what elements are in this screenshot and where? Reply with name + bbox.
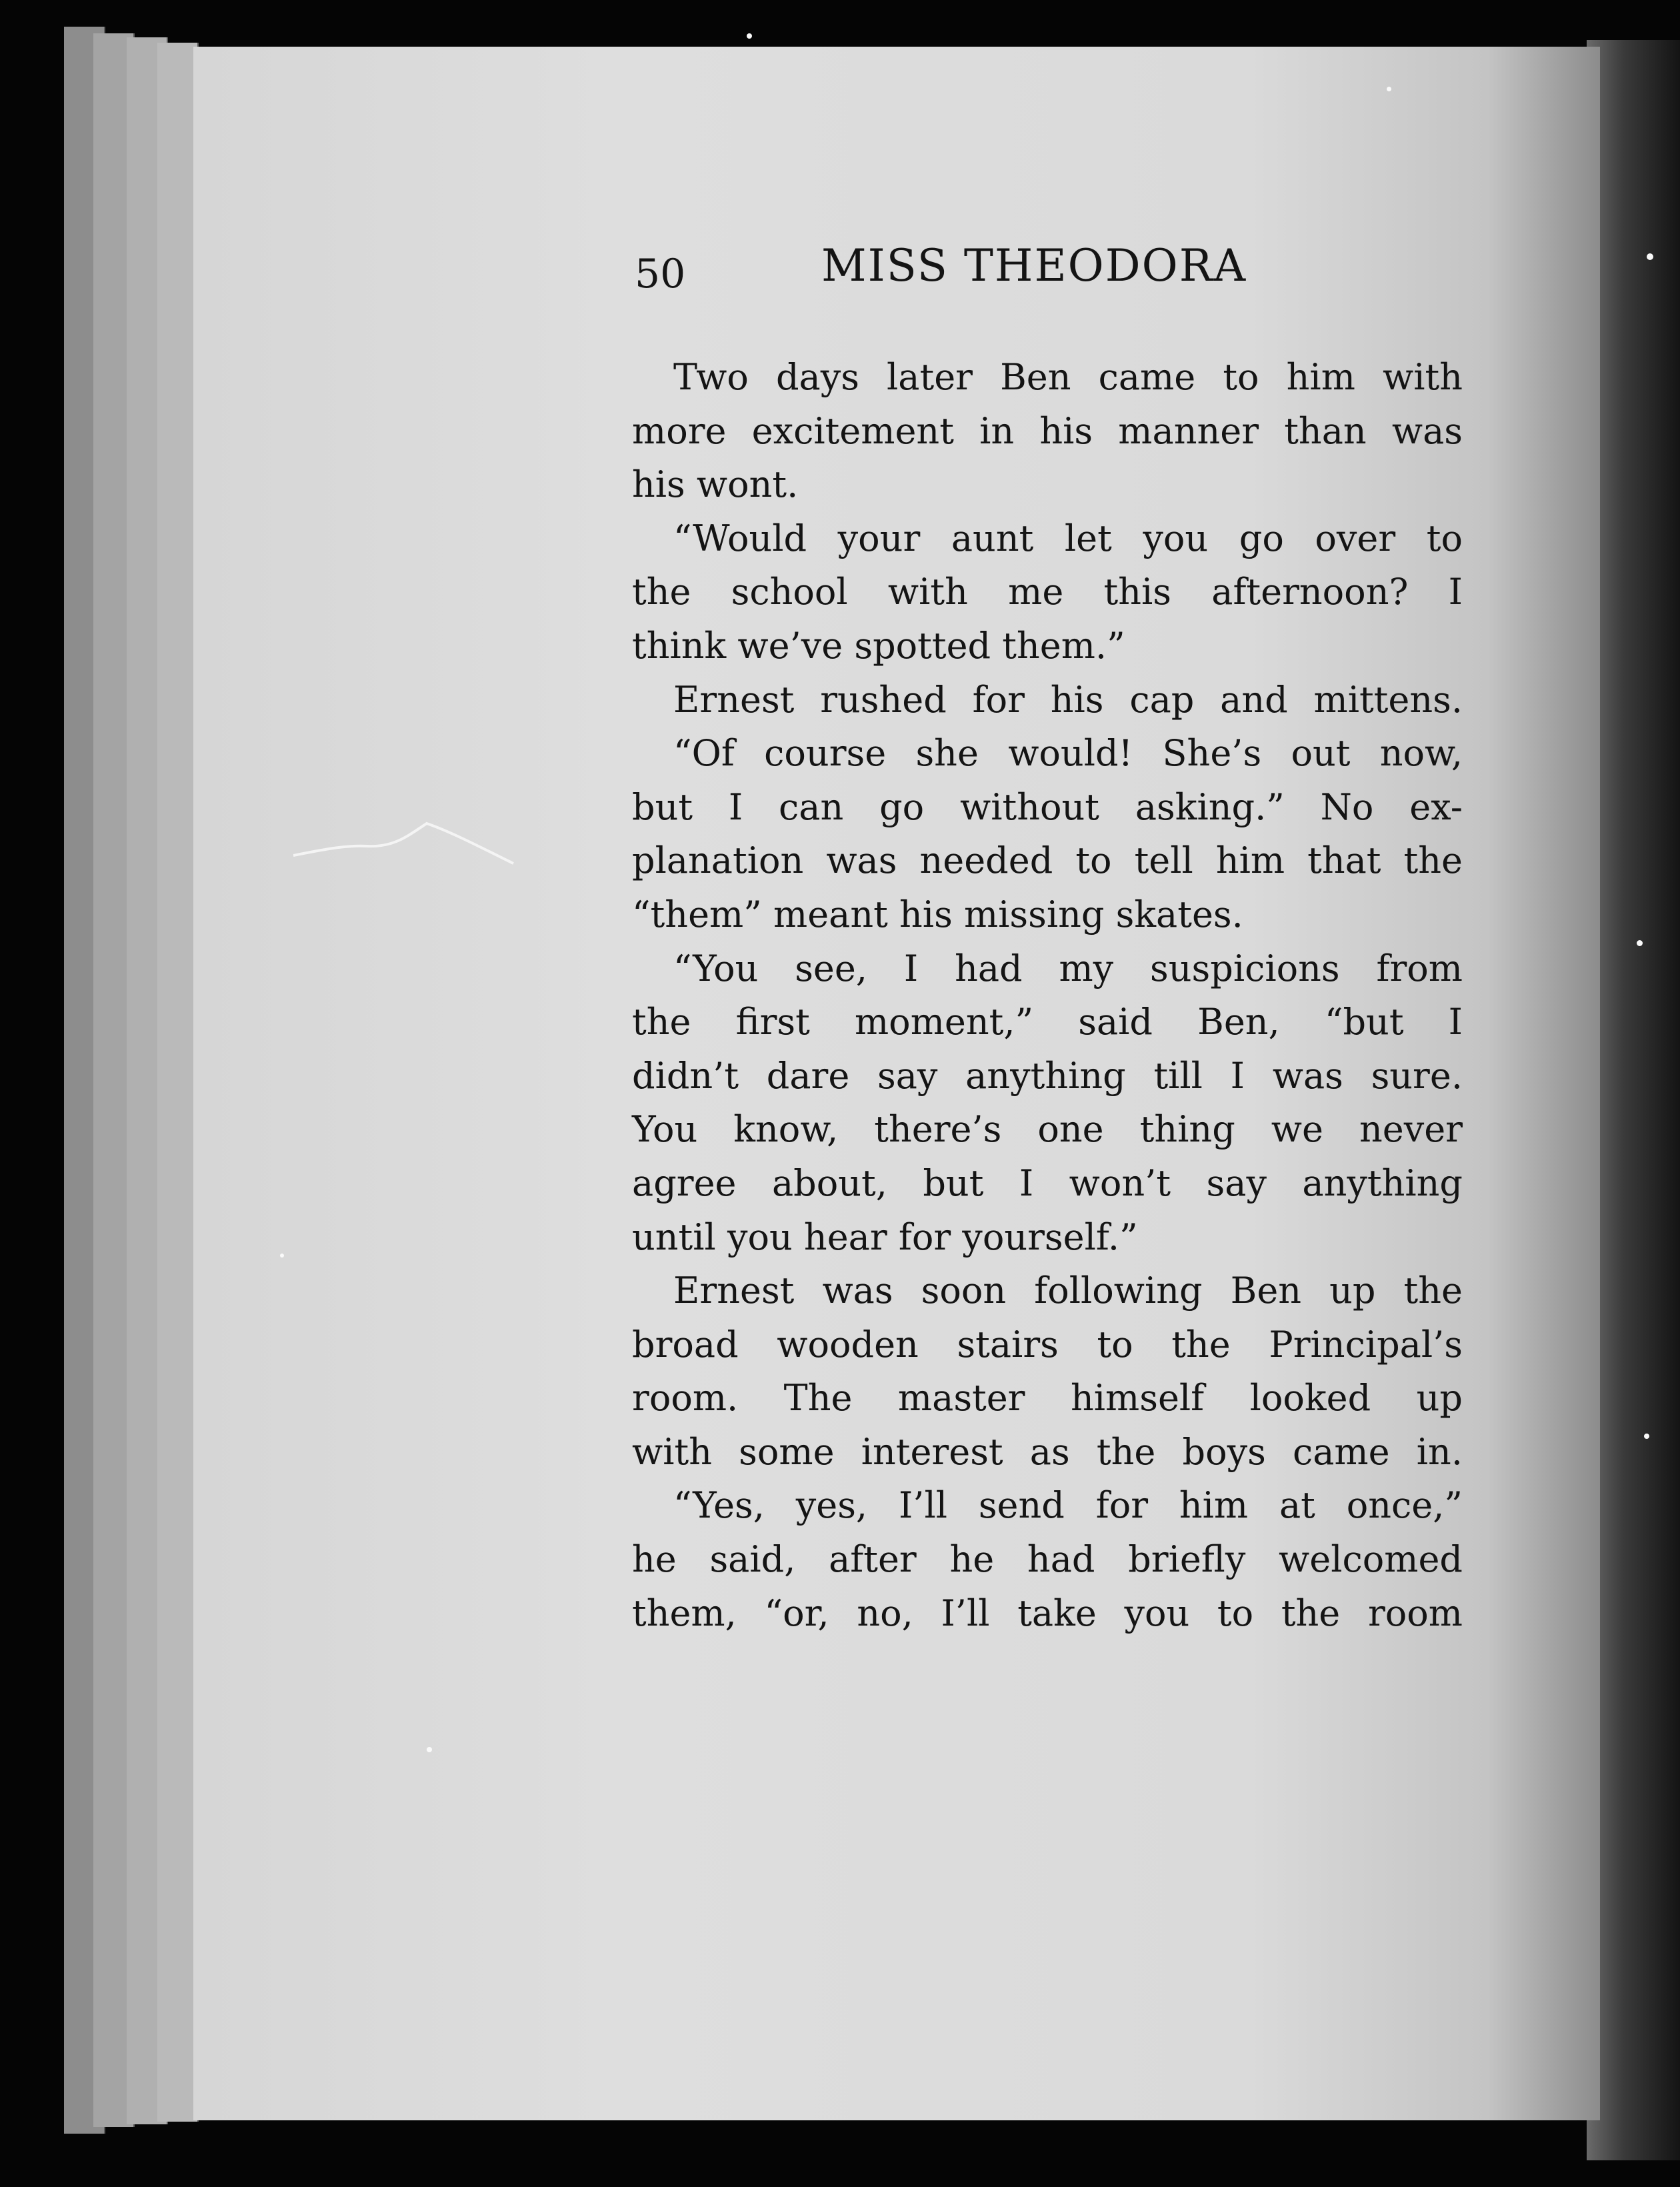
text-line: “them” meant his missing skates. — [632, 893, 1243, 935]
text-line: planation was needed to tell him that the — [632, 839, 1463, 882]
text-line: “Would your aunt let you go over to — [673, 517, 1463, 559]
scan-speck — [280, 1254, 284, 1258]
text-line: think we’ve spotted them.” — [632, 624, 1125, 667]
page-edge — [157, 43, 199, 2122]
body-text — [632, 351, 1463, 1640]
text-line: “Of course she would! She’s out now, — [673, 732, 1463, 775]
scan-speck — [1637, 940, 1643, 946]
book-binding — [1587, 40, 1680, 2160]
text-line: them, “or, no, I’ll take you to the room — [632, 1592, 1463, 1634]
text-line: his wont. — [632, 463, 799, 506]
text-line: room. The master himself looked up — [632, 1377, 1463, 1420]
scan-speck — [1387, 87, 1391, 91]
page-number: 50 — [635, 251, 686, 297]
text-line: You know, there’s one thing we never — [632, 1108, 1463, 1151]
text-line: “Yes, yes, I’ll send for him at once,” — [673, 1484, 1463, 1527]
text-line: but I can go without asking.” No ex- — [632, 785, 1463, 828]
text-line: with some interest as the boys came in. — [632, 1430, 1463, 1473]
text-line: broad wooden stairs to the Principal’s — [632, 1323, 1463, 1366]
scan-speck — [1647, 253, 1653, 260]
text-line: until you hear for yourself.” — [632, 1216, 1138, 1258]
text-line: he said, after he had briefly welcomed — [632, 1538, 1463, 1581]
text-line: Two days later Ben came to him with — [673, 356, 1463, 398]
scan-speck — [427, 1747, 432, 1752]
text-line: more excitement in his manner than was — [632, 409, 1463, 452]
scan-speck — [1644, 1434, 1649, 1439]
running-head: MISS THEODORA — [821, 240, 1247, 291]
text-line: Ernest rushed for his cap and mittens. — [673, 678, 1463, 721]
text-line: the first moment,” said Ben, “but I — [632, 1001, 1463, 1043]
text-line: the school with me this afternoon? I — [632, 571, 1463, 613]
scan-speck — [747, 33, 752, 39]
page-header — [635, 240, 1341, 300]
text-line: “You see, I had my suspicions from — [673, 947, 1463, 989]
text-line: Ernest was soon following Ben up the — [673, 1270, 1463, 1312]
text-line: agree about, but I won’t say anything — [632, 1162, 1463, 1204]
scan-scratch — [293, 817, 520, 870]
text-line: didn’t dare say anything till I was sure. — [632, 1054, 1463, 1097]
